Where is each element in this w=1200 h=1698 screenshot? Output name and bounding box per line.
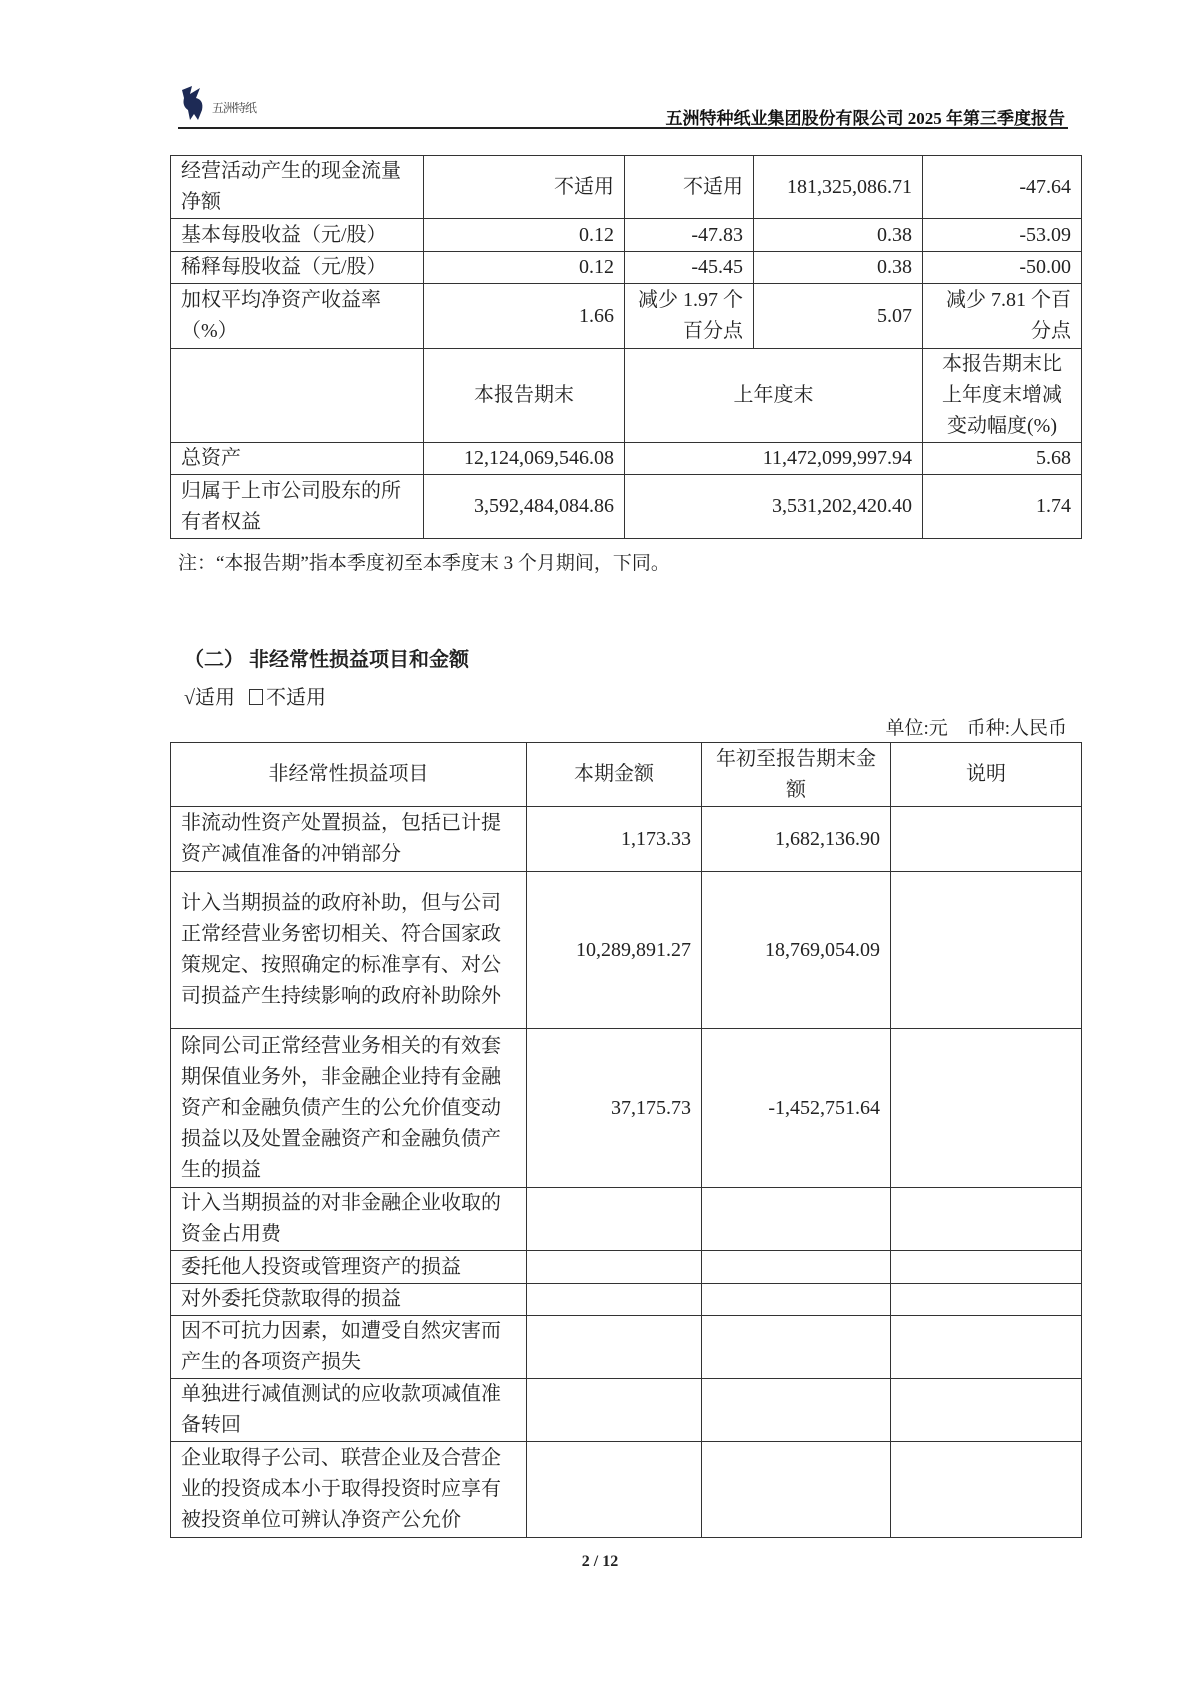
- cell: 11,472,099,997.94: [625, 443, 923, 475]
- table-row: [171, 252, 1082, 284]
- item-label: 除同公司正常经营业务相关的有效套期保值业务外，非金融企业持有金融资产和金融负债产生的公允价值变动损益以及处置金融资产和金融负债产生的损益: [171, 1029, 527, 1188]
- current-amount: [527, 1188, 702, 1251]
- cell: 0.12: [424, 219, 625, 252]
- current-amount: [527, 1316, 702, 1379]
- column-header: 本报告期末: [424, 349, 625, 443]
- cell: 1.74: [923, 475, 1082, 539]
- note-cell: [891, 1251, 1082, 1284]
- row-label: 基本每股收益（元/股）: [171, 219, 424, 252]
- note-cell: [891, 1442, 1082, 1538]
- note-cell: [891, 872, 1082, 1029]
- ytd-amount: [702, 1251, 891, 1284]
- ytd-amount: [702, 1379, 891, 1442]
- page-number: 2 / 12: [581, 1553, 619, 1570]
- note-cell: [891, 1284, 1082, 1316]
- not-applicable-label: 不适用: [265, 687, 326, 709]
- cell: 181,325,086.71: [754, 156, 923, 219]
- note-cell: [891, 1029, 1082, 1188]
- unit-currency-label: 单位:元 币种:人民币: [885, 718, 1067, 739]
- current-amount: 10,289,891.27: [527, 872, 702, 1029]
- applicable-checked: √适用: [184, 687, 235, 709]
- item-label: 计入当期损益的政府补助，但与公司正常经营业务密切相关、符合国家政策规定、按照确定的标准享有、对公司损益产生持续影响的政府补助除外: [171, 872, 527, 1029]
- table-row: [171, 443, 1082, 475]
- item-label: 委托他人投资或管理资产的损益: [171, 1251, 527, 1284]
- table-row: [171, 1029, 1082, 1188]
- cell: -45.45: [625, 252, 754, 284]
- cell: 1.66: [424, 284, 625, 349]
- report-title: 五洲特种纸业集团股份有限公司 2025 年第三季度报告: [665, 109, 1065, 128]
- cell: 5.68: [923, 443, 1082, 475]
- ytd-amount: -1,452,751.64: [702, 1029, 891, 1188]
- row-label: 加权平均净资产收益率（%）: [171, 284, 424, 349]
- cell: 0.38: [754, 252, 923, 284]
- item-label: 计入当期损益的对非金融企业收取的资金占用费: [171, 1188, 527, 1251]
- cell: -47.64: [923, 156, 1082, 219]
- ytd-amount: [702, 1442, 891, 1538]
- note-cell: [891, 1316, 1082, 1379]
- row-label: 经营活动产生的现金流量净额: [171, 156, 424, 219]
- item-label: 因不可抗力因素，如遭受自然灾害而产生的各项资产损失: [171, 1316, 527, 1379]
- non-recurring-items-table: [170, 742, 1082, 1538]
- item-label: 单独进行减值测试的应收款项减值准备转回: [171, 1379, 527, 1442]
- row-label: 稀释每股收益（元/股）: [171, 252, 424, 284]
- cell: 3,531,202,420.40: [625, 475, 923, 539]
- table-subheader-row: [171, 349, 1082, 443]
- company-logo: [178, 84, 256, 122]
- table-row: [171, 475, 1082, 539]
- table-header-row: [171, 743, 1082, 807]
- column-header: 说明: [891, 743, 1082, 807]
- table-row: [171, 1188, 1082, 1251]
- item-label: 对外委托贷款取得的损益: [171, 1284, 527, 1316]
- cell: 不适用: [625, 156, 754, 219]
- current-amount: 1,173.33: [527, 807, 702, 872]
- note-cell: [891, 1379, 1082, 1442]
- item-label: 非流动性资产处置损益，包括已计提资产减值准备的冲销部分: [171, 807, 527, 872]
- griffin-logo-icon: [178, 84, 208, 122]
- cell: -47.83: [625, 219, 754, 252]
- note-cell: [891, 1188, 1082, 1251]
- column-header: 非经常性损益项目: [171, 743, 527, 807]
- cell: 3,592,484,084.86: [424, 475, 625, 539]
- table-row: [171, 1284, 1082, 1316]
- cell: 0.38: [754, 219, 923, 252]
- financial-indicators-table: [170, 155, 1082, 539]
- applicability-options: [184, 681, 326, 710]
- current-amount: [527, 1251, 702, 1284]
- cell: 不适用: [424, 156, 625, 219]
- table-row: [171, 1251, 1082, 1284]
- ytd-amount: 18,769,054.09: [702, 872, 891, 1029]
- ytd-amount: [702, 1316, 891, 1379]
- table-row: [171, 1316, 1082, 1379]
- column-header: 上年度末: [625, 349, 923, 443]
- cell: -50.00: [923, 252, 1082, 284]
- table-row: [171, 807, 1082, 872]
- empty-cell: [171, 349, 424, 443]
- header-divider: [178, 127, 1068, 129]
- cell: 减少 7.81 个百分点: [923, 284, 1082, 349]
- logo-text: 五洲特纸: [212, 101, 257, 115]
- current-amount: [527, 1442, 702, 1538]
- ytd-amount: 1,682,136.90: [702, 807, 891, 872]
- item-label: 企业取得子公司、联营企业及合营企业的投资成本小于取得投资时应享有被投资单位可辨认净资产公允价: [171, 1442, 527, 1538]
- table-row: [171, 284, 1082, 349]
- table-row: [171, 219, 1082, 252]
- column-header: 本报告期末比上年度末增减变动幅度(%): [923, 349, 1082, 443]
- table-note: 注：“本报告期”指本季度初至本季度末 3 个月期间，下同。: [178, 553, 670, 574]
- cell: 0.12: [424, 252, 625, 284]
- checkbox-empty-icon: [249, 689, 263, 705]
- table-row: [171, 872, 1082, 1029]
- column-header: 本期金额: [527, 743, 702, 807]
- cell: 减少 1.97 个百分点: [625, 284, 754, 349]
- table-row: [171, 1442, 1082, 1538]
- cell: 12,124,069,546.08: [424, 443, 625, 475]
- table-row: [171, 1379, 1082, 1442]
- cell: 5.07: [754, 284, 923, 349]
- current-amount: [527, 1284, 702, 1316]
- section-heading: （二） 非经常性损益项目和金额: [184, 649, 469, 671]
- row-label: 归属于上市公司股东的所有者权益: [171, 475, 424, 539]
- ytd-amount: [702, 1284, 891, 1316]
- cell: -53.09: [923, 219, 1082, 252]
- note-cell: [891, 807, 1082, 872]
- ytd-amount: [702, 1188, 891, 1251]
- column-header: 年初至报告期末金额: [702, 743, 891, 807]
- current-amount: 37,175.73: [527, 1029, 702, 1188]
- current-amount: [527, 1379, 702, 1442]
- table-row: [171, 156, 1082, 219]
- row-label: 总资产: [171, 443, 424, 475]
